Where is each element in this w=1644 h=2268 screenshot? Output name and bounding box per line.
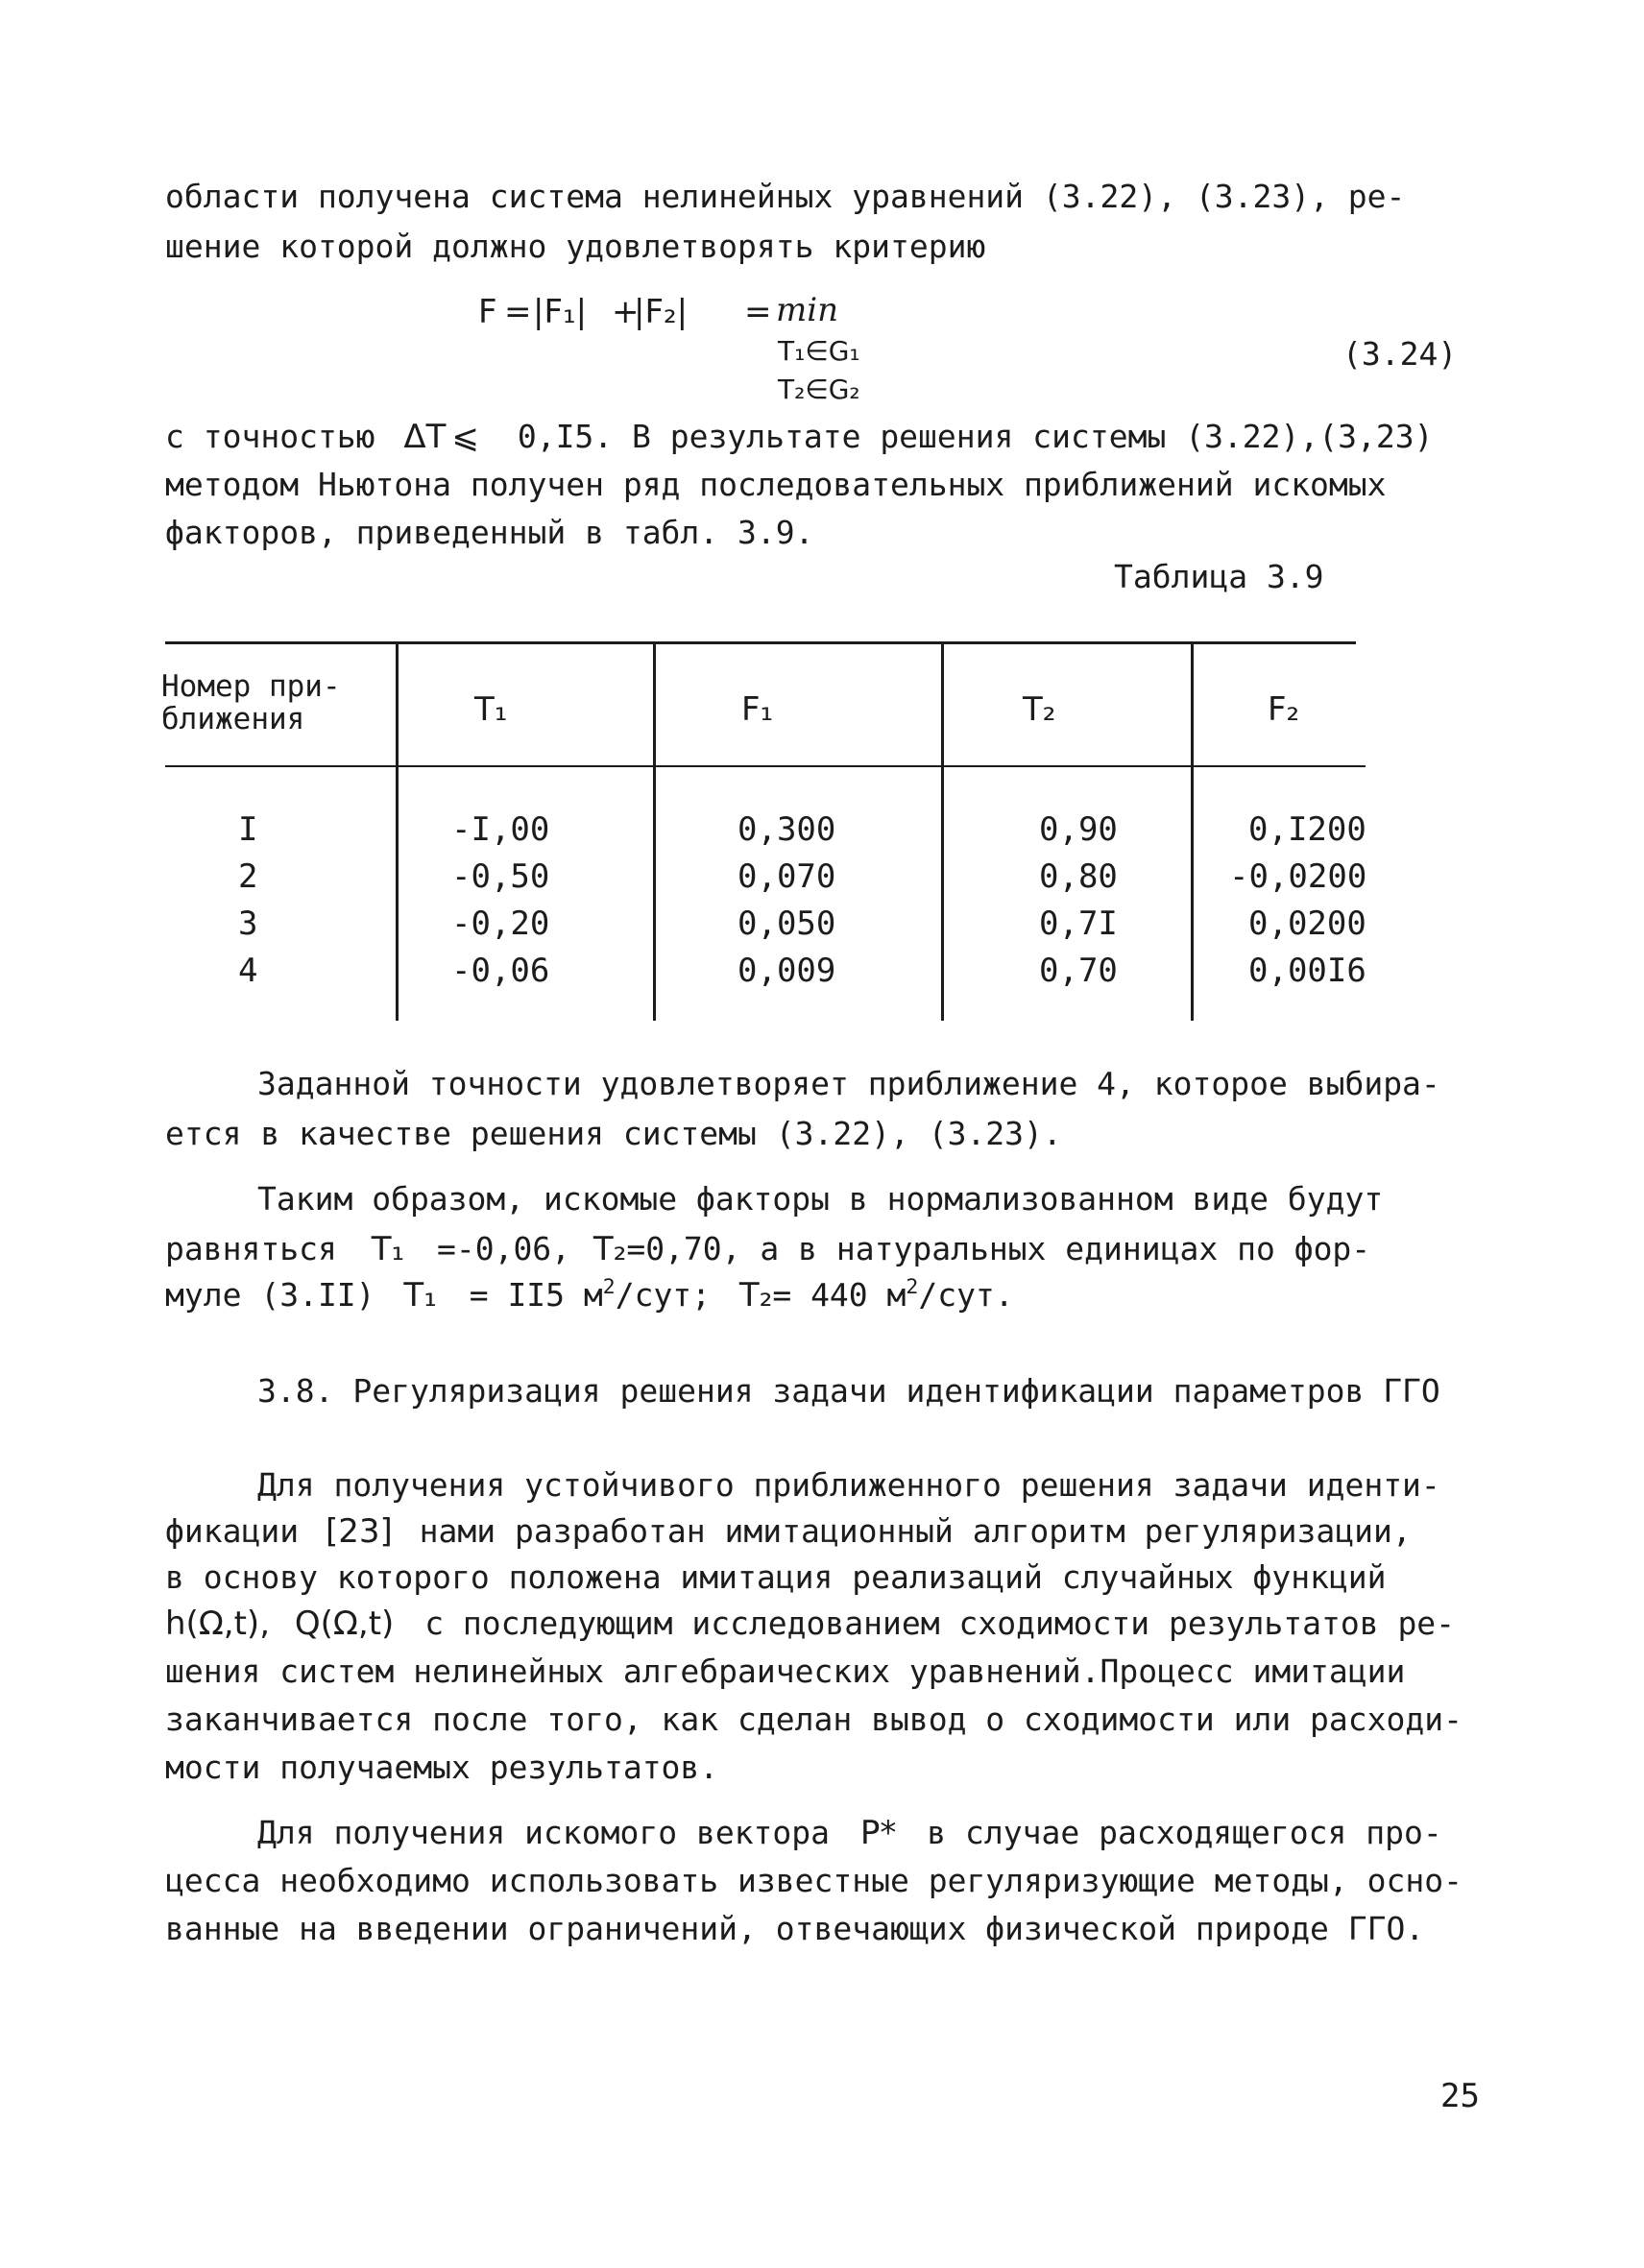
table-row3-F2: 0,0200 xyxy=(1248,905,1366,943)
Q-function-symbol: Q(Ω,t) xyxy=(294,1604,395,1643)
table-vline-3 xyxy=(941,641,944,1021)
table-row4-T1: -0,06 xyxy=(451,952,550,990)
formula-abs-F1: |F₁| xyxy=(533,293,588,331)
para5-line7: мости получаемых результатов. xyxy=(165,1749,719,1786)
para4-line2 xyxy=(165,1230,1371,1268)
para4-line3 xyxy=(165,1275,1014,1315)
para6-line1-start: Для получения искомого вектора xyxy=(257,1814,831,1851)
para5-line2 xyxy=(165,1512,1412,1551)
citation-reference: [23] xyxy=(325,1512,393,1551)
P-star-vector-symbol: P* xyxy=(859,1814,897,1852)
para2-line3: факторов, приведенный в табл. 3.9. xyxy=(165,514,814,551)
table-row3-F1: 0,050 xyxy=(737,905,836,943)
para4-line3-start: муле (3.II) xyxy=(165,1275,375,1314)
para5-line1: Для получения устойчивого приближенного решения задачи иденти- xyxy=(257,1466,1440,1504)
para1-line2: шение которой должно удовлетворять критерию xyxy=(165,228,986,265)
table-header-T2: T₂ xyxy=(1023,690,1056,729)
table-row4-F1: 0,009 xyxy=(737,952,836,990)
para4-line3-value2: = 440 м xyxy=(772,1275,907,1314)
para6-line2: цесса необходимо использовать известные регуляризующие методы, осно- xyxy=(165,1862,1463,1899)
table-row3-num: 3 xyxy=(238,905,258,943)
formula-equals-2: = xyxy=(744,293,772,331)
table-row1-T1: -I,00 xyxy=(451,810,550,849)
formula-condition-2: T₂∈G₂ xyxy=(778,374,860,405)
formula-condition-1: T₁∈G₁ xyxy=(778,335,860,367)
table-row1-T2: 0,90 xyxy=(1039,810,1118,849)
para4-line2-rest: =0,70, а в натуральных единицах по фор- xyxy=(626,1230,1371,1267)
table-row1-F1: 0,300 xyxy=(737,810,836,849)
superscript-2-first: 2 xyxy=(602,1275,616,1299)
para4-line3-unit2: /сут. xyxy=(918,1275,1014,1314)
para5-line6: заканчивается после того, как сделан вывод о сходимости или расходи- xyxy=(165,1701,1463,1738)
table-row4-F2: 0,00I6 xyxy=(1248,952,1366,990)
table-header-col0-line2: ближения xyxy=(161,702,305,736)
section-heading: 3.8. Регуляризация решения задачи идентификации параметров ГГО xyxy=(257,1372,1440,1410)
para5-line5: шения систем нелинейных алгебраических уравнений.Процесс имитации xyxy=(165,1653,1406,1690)
para6-line1-rest: в случае расходящегося про- xyxy=(927,1814,1442,1851)
para6-line3: ванные на введении ограничений, отвечающих физической природе ГГО. xyxy=(165,1910,1425,1947)
T2-symbol-2: T₂ xyxy=(738,1275,773,1315)
h-function-symbol: h(Ω,t), xyxy=(165,1604,271,1643)
table-row4-T2: 0,70 xyxy=(1039,952,1118,990)
table-top-rule xyxy=(165,641,1356,644)
delta-T-symbol: ΔT xyxy=(403,418,447,456)
table-vline-2 xyxy=(653,641,656,1021)
para4-line2-value1: =-0,06, xyxy=(436,1230,571,1267)
superscript-2-second: 2 xyxy=(906,1275,919,1299)
para5-line2-start: фикации xyxy=(165,1512,300,1550)
formula-equals-1: = xyxy=(504,293,532,331)
para2-line1-start: с точностью xyxy=(165,418,375,455)
table-row4-num: 4 xyxy=(238,952,258,990)
table-row2-num: 2 xyxy=(238,857,258,896)
para5-line4-rest: с последующим исследованием сходимости результатов ре- xyxy=(424,1604,1456,1642)
formula-F: F xyxy=(478,293,497,331)
page-number: 25 xyxy=(1440,2077,1480,2115)
para2-line2: методом Ньютона получен ряд последовательных приближений искомых xyxy=(165,466,1387,503)
para5-line3: в основу которого положена имитация реализаций случайных функций xyxy=(165,1558,1387,1596)
formula-plus: + xyxy=(612,293,640,331)
T2-symbol: T₂ xyxy=(592,1230,627,1268)
table-row1-num: I xyxy=(238,810,258,849)
table-row2-F2: -0,0200 xyxy=(1229,857,1367,896)
less-equal-symbol: ⩽ xyxy=(451,418,479,456)
para4-line1: Таким образом, искомые факторы в нормализованном виде будут xyxy=(257,1180,1384,1218)
table-row1-F2: 0,I200 xyxy=(1248,810,1366,849)
para2-line1 xyxy=(165,418,1434,456)
T1-symbol: T₁ xyxy=(371,1230,405,1268)
para5-line2-rest: нами разработан имитационный алгоритм регуляризации, xyxy=(419,1512,1412,1550)
formula-abs-F2: |F₂| xyxy=(634,293,689,331)
para4-line3-value1: = II5 м xyxy=(469,1275,603,1314)
table-header-T1: T₁ xyxy=(474,690,508,729)
para5-line4 xyxy=(165,1604,1456,1643)
para2-line1-rest: 0,I5. В результате решения системы (3.22),(3,23) xyxy=(517,418,1434,455)
table-row2-T1: -0,50 xyxy=(451,857,550,896)
table-row2-T2: 0,80 xyxy=(1039,857,1118,896)
table-header-F1: F₁ xyxy=(741,690,774,729)
table-header-col0-line1: Номер при- xyxy=(161,669,341,704)
para4-line2-start: равняться xyxy=(165,1230,337,1267)
formula-number: (3.24) xyxy=(1342,335,1458,373)
table-row3-T2: 0,7I xyxy=(1039,905,1118,943)
table-row2-F1: 0,070 xyxy=(737,857,836,896)
para1-line1: области получена система нелинейных уравнений (3.22), (3.23), ре- xyxy=(165,178,1406,215)
table-row3-T1: -0,20 xyxy=(451,905,550,943)
para3-line2: ется в качестве решения системы (3.22), (3.23). xyxy=(165,1115,1062,1152)
table-vline-4 xyxy=(1191,641,1194,1021)
table-header-F2: F₂ xyxy=(1268,690,1300,729)
T1-symbol-2: T₁ xyxy=(403,1275,437,1315)
table-caption: Таблица 3.9 xyxy=(1114,558,1324,595)
para3-line1: Заданной точности удовлетворяет приближение 4, которое выбира- xyxy=(257,1065,1440,1102)
para4-line3-unit1: /сут; xyxy=(615,1275,712,1314)
table-vline-1 xyxy=(396,641,399,1021)
table-header-rule xyxy=(165,765,1366,767)
formula-min: min xyxy=(776,291,839,329)
para6-line1 xyxy=(257,1814,1442,1852)
